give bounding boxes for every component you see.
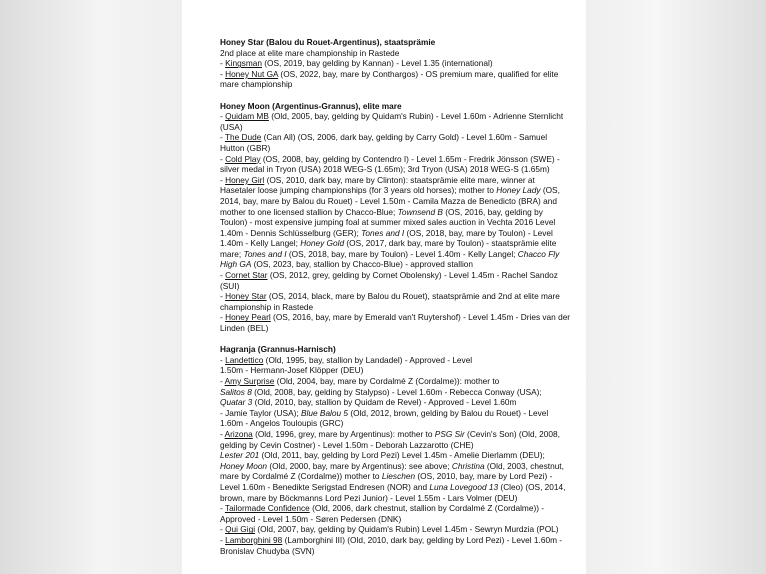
offspring-entry <box>220 270 572 291</box>
entry-text: (Cleo) (OS, 2014, brown, mare by Böckmanns Lord Pezi Junior) - Level 1.55m - Lars Volmer (DEU) <box>220 481 566 503</box>
horse-name-link[interactable]: Kingsman <box>225 58 262 69</box>
horse-name-link[interactable]: Cornet Star <box>225 270 268 281</box>
horse-name-link[interactable]: Cold Play <box>225 153 261 164</box>
horse-name-italic: Honey Lady <box>496 185 541 196</box>
entry-text: (Old, 2012, brown, gelding by Balou du Rouet) - Level 1.60m - Angelos Touloupis (GRC) <box>220 407 549 429</box>
entry-text: (Old, 2000, bay, mare by Argentinus): see above; <box>267 460 452 471</box>
offspring-entry <box>220 461 572 503</box>
horse-name-italic: Townsend B <box>397 206 443 217</box>
entry-text: (OS, 2016, bay, gelding by Toulon) - most expensive jumping foal at summer mixed sales auction in Vechta 2016 Level 1.40m - Dennis Schlüsselburg (GER); <box>220 206 556 238</box>
offspring-entry <box>220 69 572 90</box>
offspring-entry <box>220 58 572 69</box>
entry-text: - <box>220 503 225 514</box>
entry-text: (OS, 2010, dark bay, mare by Clinton): staatsprämie elite mare, winner at Hasetaler loose jumping championships (for 3 years old horses); mother to <box>220 174 535 196</box>
horse-name-link[interactable]: Tailormade Confidence <box>224 503 310 514</box>
entry-text: - <box>220 291 226 302</box>
entry-text: (Old, 2010, bay, stallion by Quidam de Revel) - Approved - Level 1.60m <box>252 397 517 408</box>
horse-name-italic: Honey Moon <box>220 460 268 471</box>
horse-name-link[interactable]: Qui Gigi <box>225 524 256 535</box>
entry-text: (OS, 2016, bay, mare by Emerald van't Ruytershof) - Level 1.45m - Dries van der Linden (BEL) <box>220 312 571 334</box>
horse-name-italic: Tones and I <box>361 227 405 238</box>
horse-name-italic: Blue Balou 5 <box>301 407 349 418</box>
entry-text: (Old, 2011, bay, gelding by Lord Pezi) Level 1.45m - Amelie Dierlamm (DEU); <box>259 450 545 461</box>
offspring-entry <box>220 175 572 270</box>
horse-name-italic: PSG Sir <box>434 428 465 439</box>
entry-text: - <box>220 68 226 79</box>
offspring-entry <box>220 397 572 408</box>
offspring-entry <box>220 503 572 524</box>
entry-text: (Can All) (OS, 2006, dark bay, gelding by Carry Gold) - Level 1.60m - Samuel Hutton (GBR) <box>220 132 548 153</box>
offspring-entry <box>220 429 572 450</box>
entry-text: (Lamborghini III) (Old, 2010, dark bay, gelding by Lord Pezi) - Level 1.60m - Bronislav Chudyba (SVN) <box>220 534 563 556</box>
pedigree-section <box>220 37 572 90</box>
entry-text: (Old, 2007, bay, gelding by Quidam's Rubin) Level 1.45m - Sewryn Murdzia (POL) <box>255 524 559 535</box>
horse-name-link[interactable]: Landettico <box>225 354 264 365</box>
horse-name-link[interactable]: Honey Nut GA <box>225 68 279 79</box>
horse-name-link[interactable]: Honey Girl <box>225 174 265 185</box>
entry-text: - <box>220 376 225 386</box>
horse-name-italic: Salitos 8 <box>220 386 252 397</box>
horse-name-link[interactable]: Honey Star <box>225 291 267 302</box>
entry-text: (Old, 2003, chestnut, mare by Cordalmé Z (Cordalme)) mother to <box>220 460 564 482</box>
entry-text: - <box>220 524 226 535</box>
entry-text: (Old, 1995, bay, stallion by Landadel) - Approved - Level <box>263 354 473 365</box>
pedigree-section <box>220 344 572 556</box>
entry-text: (OS, 2014, bay, mare by Balou du Rouet) - Level 1.50m - Camila Mazza de Benedicto (BRA) and mother to one licensed stallion by Chacco-Blue; <box>220 185 560 217</box>
entry-text: 2nd place at elite mare championship in Rastede <box>220 47 400 58</box>
entry-text: - <box>220 153 226 164</box>
entry-text: (OS, 2019, bay gelding by Kannan) - Level 1.35 (international) <box>261 58 493 69</box>
entry-text: (OS, 2008, bay, gelding by Contendro I) - Level 1.65m - Fredrik Jönsson (SWE) - silver medal in Tryon (USA) 2018 WEG-S (1.65m); 3rd Tryon (USA) 2018 WEG-S (1.65m) <box>220 153 560 175</box>
entry-text: - <box>220 428 225 439</box>
offspring-entry <box>220 111 572 132</box>
entry-text: (Old, 2008, bay, gelding by Stalypso) - Level 1.60m - Rebecca Conway (USA); <box>251 386 542 397</box>
section-title: Hagranja (Grannus-Harnisch) <box>220 344 336 355</box>
horse-name-italic: Lieschen <box>381 471 416 482</box>
entry-text: 1.50m - Hermann-Josef Klöpper (DEU) <box>220 365 364 376</box>
entry-text: (Cevin's Son) (Old, 2008, gelding by Cevin Costner) - Level 1.50m - Deborah Lazzarotto (CHE) <box>220 428 560 450</box>
horse-name-italic: Lester 201 <box>220 450 260 461</box>
entry-text: - Jamie Taylor (USA); <box>220 407 301 418</box>
entry-text: (Old, 2005, bay, gelding by Quidam's Rubin) - Level 1.60m - Adrienne Sternlicht (USA) <box>220 111 564 132</box>
entry-text: - <box>220 270 226 281</box>
entry-text: (Old, 2004, bay, mare by Cordalmé Z (Cordalme)): mother to <box>274 376 500 386</box>
horse-name-link[interactable]: Arizona <box>224 428 253 439</box>
horse-name-italic: Tones and I <box>243 248 287 259</box>
horse-name-link[interactable]: The Dude <box>224 132 262 143</box>
entry-text: - <box>220 174 226 185</box>
offspring-entry <box>220 355 572 366</box>
entry-text: - <box>220 111 226 122</box>
horse-name-italic: Luna Lovegood 13 <box>429 481 499 492</box>
entry-text: - <box>220 58 226 69</box>
entry-text: (Old, 1996, grey, mare by Argentinus): mother to <box>252 428 435 439</box>
offspring-entry <box>220 312 572 333</box>
document-page <box>182 0 586 574</box>
offspring-entry <box>220 365 572 376</box>
offspring-entry <box>220 524 572 535</box>
offspring-entry <box>220 291 572 312</box>
horse-name-italic: Christina <box>451 460 485 471</box>
horse-name-italic: Chacco Fly High GA <box>220 248 560 270</box>
offspring-entry <box>220 408 572 429</box>
entry-text: (OS, 2012, grey, gelding by Cornet Obolensky) - Level 1.45m - Rachel Sandoz (SUI) <box>220 270 558 291</box>
entry-text: (OS, 2014, black, mare by Balou du Rouet), staatsprämie and 2nd at elite mare championship in Rastede <box>220 291 560 312</box>
entry-text: - <box>220 312 226 323</box>
offspring-entry <box>220 132 572 153</box>
offspring-entry <box>220 376 572 387</box>
entry-text: (OS, 2010, bay, mare by Lord Pezi) - Level 1.60m - Benedikte Serigstad Endresen (NOR) and <box>220 471 553 492</box>
entry-text: (OS, 2023, bay, stallion by Chacco-Blue) - approved stallion <box>251 259 474 270</box>
horse-name-link[interactable]: Quidam MB <box>225 111 269 122</box>
entry-text: - <box>220 132 225 143</box>
entry-text: - <box>220 534 226 545</box>
entry-text: (Old, 2006, dark chestnut, stallion by Cordalmé Z (Cordalme)) - Approved - Level 1.50m - Søren Pedersen (DNK) <box>220 503 545 524</box>
offspring-entry <box>220 535 572 556</box>
horse-name-link[interactable]: Honey Pearl <box>225 312 271 323</box>
horse-name-link[interactable]: Lamborghini 98 <box>225 534 283 545</box>
entry-text: - <box>220 354 226 365</box>
blurred-background-left <box>0 0 182 574</box>
horse-name-italic: Honey Gold <box>300 238 345 249</box>
section-title: Honey Star (Balou du Rouet-Argentinus), staatsprämie <box>220 37 436 47</box>
entry-text: (OS, 2022, bay, mare by Conthargos) - OS premium mare, qualified for elite mare championship <box>220 68 559 90</box>
offspring-entry <box>220 387 572 398</box>
entry-text: (OS, 2018, bay, mare by Toulon) - Level 1.40m - Kelly Langel; <box>220 227 553 249</box>
offspring-entry <box>220 48 572 59</box>
entry-text: (OS, 2017, dark bay, mare by Toulon) - staatsprämie elite mare; <box>220 238 557 259</box>
offspring-entry <box>220 450 572 461</box>
horse-name-italic: Quatar 3 <box>220 397 253 408</box>
horse-name-link[interactable]: Amy Surprise <box>224 376 275 386</box>
section-title: Honey Moon (Argentinus-Grannus), elite mare <box>220 100 402 111</box>
pedigree-section <box>220 101 572 334</box>
offspring-entry <box>220 154 572 175</box>
blurred-background-right <box>586 0 766 574</box>
entry-text: (OS, 2018, bay, mare by Toulon) - Level 1.40m - Kelly Langel; <box>286 248 518 259</box>
